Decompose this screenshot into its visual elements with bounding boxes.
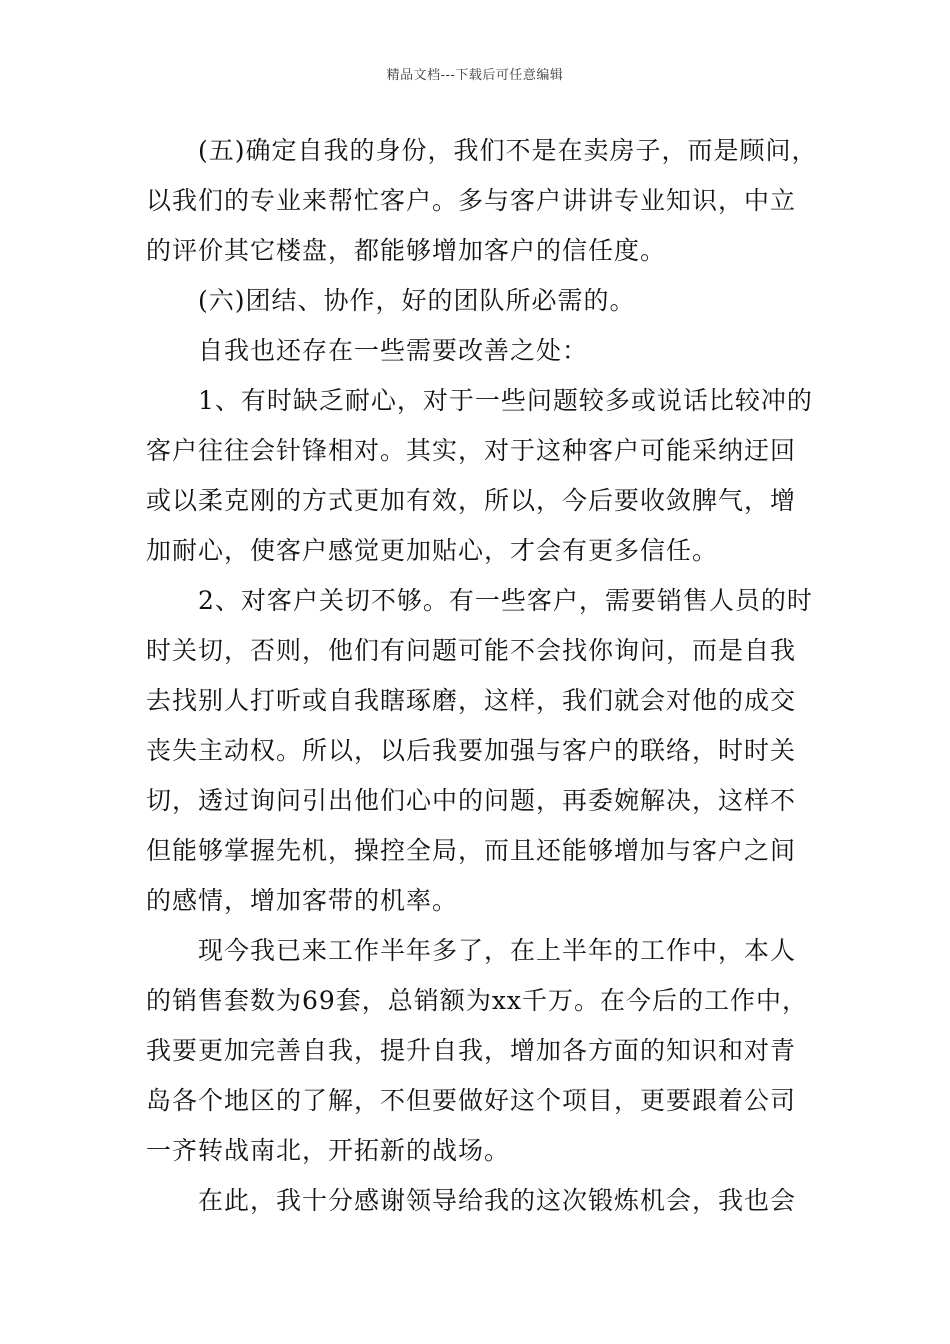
paragraph-5 <box>146 126 818 276</box>
paragraph-line: (五)确定自我的身份，我们不是在卖房子，而是顾问， <box>198 136 818 165</box>
paragraph-line: 的销售套数为69套，总销额为xx千万。在今后的工作中， <box>146 986 809 1015</box>
document-body <box>146 126 818 1226</box>
paragraph-line: 现今我已来工作半年多了，在上半年的工作中，本人 <box>198 936 797 965</box>
paragraph-line: 切，透过询问引出他们心中的问题，再委婉解决，这样不 <box>146 786 797 815</box>
paragraph-line: 一齐转战南北，开拓新的战场。 <box>146 1136 511 1165</box>
paragraph-line: 2、对客户关切不够。有一些客户，需要销售人员的时 <box>198 586 813 615</box>
paragraph-6 <box>146 276 810 326</box>
thanks-paragraph <box>146 1176 810 1226</box>
improvement-intro <box>146 326 810 376</box>
paragraph-line: 我要更加完善自我，提升自我，增加各方面的知识和对青 <box>146 1036 797 1065</box>
paragraph-line: 或以柔克刚的方式更加有效，所以，今后要收敛脾气，增 <box>146 486 797 515</box>
paragraph-line: 去找别人打听或自我瞎琢磨，这样，我们就会对他的成交 <box>146 686 797 715</box>
paragraph-line: 自我也还存在一些需要改善之处： <box>198 336 589 365</box>
paragraph-line: 以我们的专业来帮忙客户。多与客户讲讲专业知识，中立 <box>146 186 797 215</box>
paragraph-line: 但能够掌握先机，操控全局，而且还能够增加与客户之间 <box>146 836 797 865</box>
paragraph-line: 的评价其它楼盘，都能够增加客户的信任度。 <box>146 236 667 265</box>
paragraph-line: 的感情，增加客带的机率。 <box>146 886 459 915</box>
paragraph-line: 加耐心，使客户感觉更加贴心，才会有更多信任。 <box>146 536 719 565</box>
paragraph-line: 1、有时缺乏耐心，对于一些问题较多或说话比较冲的 <box>198 386 813 415</box>
sales-summary-paragraph <box>146 926 810 1176</box>
paragraph-line: (六)团结、协作，好的团队所必需的。 <box>198 286 636 315</box>
paragraph-line: 时关切，否则，他们有问题可能不会找你询问，而是自我 <box>146 636 797 665</box>
paragraph-line: 在此，我十分感谢领导给我的这次锻炼机会，我也会 <box>198 1186 797 1215</box>
improvement-item-2 <box>146 576 813 926</box>
paragraph-line: 岛各个地区的了解，不但要做好这个项目，更要跟着公司 <box>146 1086 797 1115</box>
paragraph-line: 丧失主动权。所以，以后我要加强与客户的联络，时时关 <box>146 736 797 765</box>
improvement-item-1 <box>146 376 813 576</box>
page-header: 精品文档---下载后可任意编辑 <box>386 68 564 83</box>
paragraph-line: 客户往往会针锋相对。其实，对于这种客户可能采纳迂回 <box>146 436 797 465</box>
